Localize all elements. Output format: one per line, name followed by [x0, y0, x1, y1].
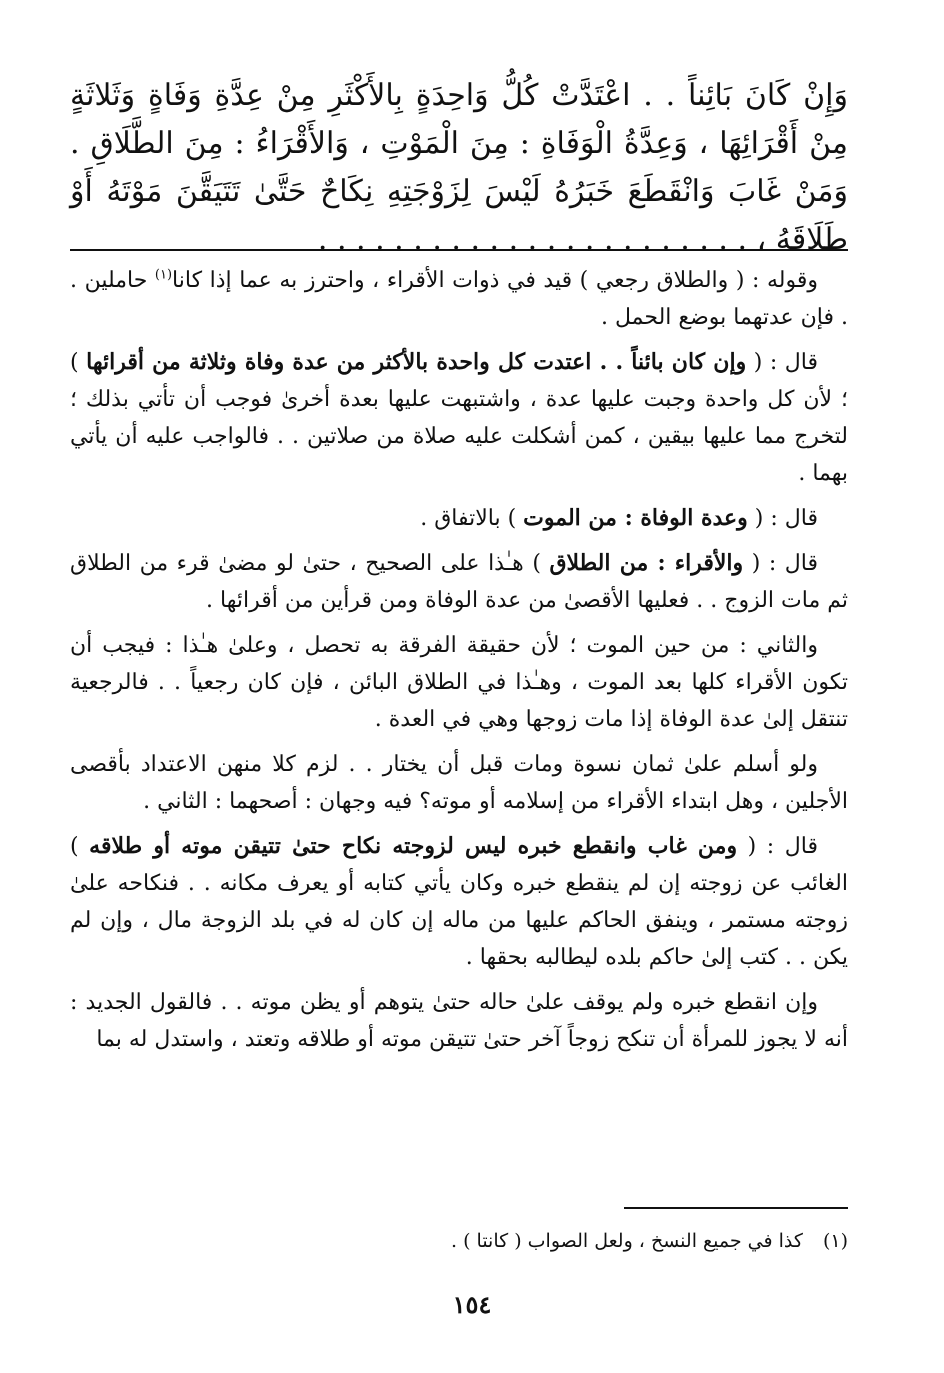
footnote-reference: (١)	[154, 267, 173, 283]
quoted-matn: والأقراء : من الطلاق	[549, 550, 744, 576]
matn-text: وَإِنْ كَانَ بَائِناً . . اعْتَدَّتْ كُلُّ وَاحِدَةٍ بِالأَكْثَرِ مِنْ عِدَّةِ وَفَاةٍ وَثَلاثَةٍ مِنْ أَقْرَائِهَا ، وَعِدَّةُ الْوَفَاةِ : مِنَ الْمَوْتِ ، وَالأَقْرَاءُ : مِنَ الطَّلَاقِ . وَمَنْ غَابَ وَانْقَطَعَ خَبَرُهُ لَيْسَ لِزَوْجَتِهِ نِكَاحٌ حَتَّىٰ تَتَيَقَّنَ مَوْتَهُ أَوْ طَلَاقَهُ ،	[70, 78, 848, 257]
footnote-text: كذا في جميع النسخ ، ولعل الصواب ( كانتا ) .	[451, 1230, 803, 1252]
commentary-paragraph-8: وإن انقطع خبره ولم يوقف علىٰ حاله حتىٰ يتوهم أو يظن موته . . فالقول الجديد : أنه لا يجوز للمرأة أن تنكح زوجاً آخر حتىٰ تتيقن موته أو طلاقه وتعتد ، واستدل له بما	[70, 990, 848, 1052]
footnote-number: (١)	[822, 1230, 848, 1252]
quoted-matn: ومن غاب وانقطع خبره ليس لزوجته نكاح حتىٰ تتيقن موته أو طلاقه	[89, 833, 738, 859]
matn-text-block	[70, 72, 848, 264]
commentary-paragraph-3: قال : ( وعدة الوفاة : من الموت ) بالاتفاق .	[420, 505, 818, 531]
footnote	[70, 1226, 848, 1256]
page-number: ١٥٤	[452, 1290, 492, 1319]
quoted-matn: وإن كان بائناً . . اعتدت كل واحدة بالأكثر من عدة وفاة وثلاثة من أقرائها	[86, 349, 747, 375]
quoted-matn: وعدة الوفاة : من الموت	[523, 505, 748, 531]
commentary-paragraph-6: ولو أسلم علىٰ ثمان نسوة ومات قبل أن يختار . . لزم كلا منهن الاعتداد بأقصى الأجلين ، وهل ابتداء الأقراء من إسلامه أو موته؟ فيه وجهان : أصحهما : الثاني .	[70, 752, 848, 814]
commentary-paragraph-7: قال : ( ومن غاب وانقطع خبره ليس لزوجته نكاح حتىٰ تتيقن موته أو طلاقه ) الغائب عن زوجته إن لم ينقطع خبره وكان يأتي كتابه أو يعرف مكانه . . فنكاحه علىٰ زوجته مستمر ، وينفق الحاكم عليها من ماله إن كان له في بلد الزوجة مال ، وإن لم يكن . . كتب إلىٰ حاكم بلده ليطالبه بحقها .	[70, 833, 848, 970]
commentary-paragraph-5: والثاني : من حين الموت ؛ لأن حقيقة الفرقة به تحصل ، وعلىٰ هـٰذا : فيجب أن تكون الأقراء كلها بعد الموت ، وهـٰذا في الطلاق البائن ، فإن كان رجعياً . . فالرجعية تنتقل إلىٰ عدة الوفاة إذا مات زوجها وهي في العدة .	[70, 633, 848, 732]
commentary-paragraph-1: وقوله : ( والطلاق رجعي ) قيد في ذوات الأقراء ، واحترز به عما إذا كانا$^{(١)}$ حاملين . . فإن عدتهما بوضع الحمل .	[70, 267, 848, 330]
separator-rule	[70, 249, 848, 251]
commentary-paragraph-4: قال : ( والأقراء : من الطلاق ) هـٰذا على الصحيح ، حتىٰ لو مضىٰ قرء من الطلاق ثم مات الزوج . . فعليها الأقصىٰ من عدة الوفاة ومن قرأين من أقرائها .	[70, 550, 848, 613]
matn-dots: . . . . . . . . . . . . . . . . . . . . . . .	[317, 222, 748, 257]
footnote-rule	[624, 1207, 848, 1209]
commentary-block	[70, 262, 848, 1062]
commentary-paragraph-2: قال : ( وإن كان بائناً . . اعتدت كل واحدة بالأكثر من عدة وفاة وثلاثة من أقرائها ) ؛ لأن كل واحدة وجبت عليها عدة ، واشتبهت عليها بعدة أخرىٰ فوجب أن تأتي بذلك ؛ لتخرج مما عليها بيقين ، كمن أشكلت عليه صلاة من صلاتين . . فالواجب عليه أن يأتي بهما .	[70, 349, 848, 486]
